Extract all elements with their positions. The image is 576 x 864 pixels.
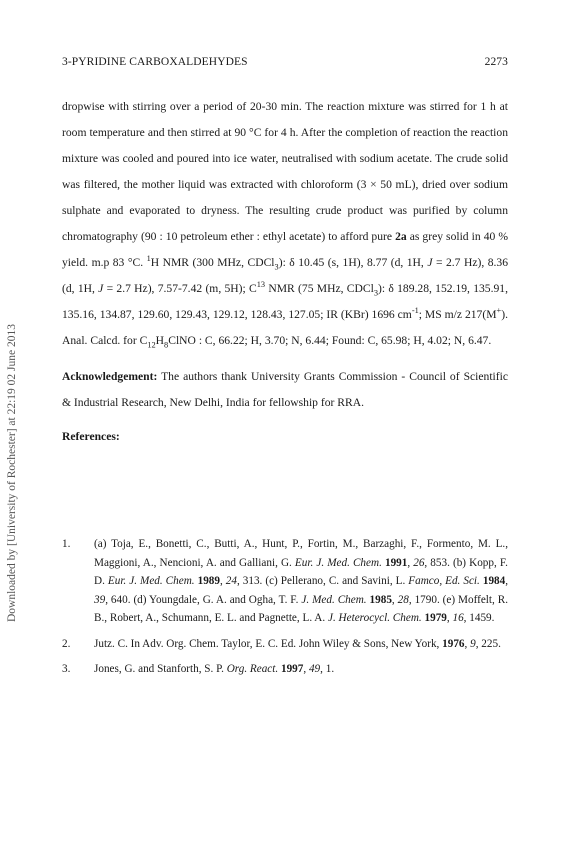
acknowledgement-label: Acknowledgement:: [62, 370, 158, 383]
reference-text: Jones, G. and Stanforth, S. P. Org. React. 1997, 49, 1.: [94, 663, 335, 675]
reference-number: 3.: [62, 663, 71, 675]
experimental-paragraph: dropwise with stirring over a period of 20-30 min. The reaction mixture was stirred for 1 h at room temperature and then stirred at 90 °C for 4 h. After the completion of reaction the reaction mixture was cooled and poured into ice water, neutralised with sodium acetate. The crude solid was filtered, the mother liquid was extracted with chloroform (3 × 50 mL), dried over sodium sulphate and evaporated to dryness. The resulting crude product was purified by column chromatography (90 : 10 petroleum ether : ethyl acetate) to afford pure 2a as grey solid in 40 % yield. m.p 83 °C. $^1$H NMR (300 MHz, CDCl$_3$): δ 10.45 (s, 1H), 8.77 (d, 1H, J = 2.7 Hz), 8.36 (d, 1H, J = 2.7 Hz), 7.57-7.42 (m, 5H); $C^{13}$ NMR (75 MHz, CDCl$_3$): δ 189.28, 152.19, 135.91, 135.16, 134.87, 129.60, 129.43, 129.12, 128.43, 127.05; IR (KBr) 1696 $cm^{-1}$; MS m/z 217(M+). Anal. Calcd. for $C_{12}H_8ClNO$ : C, 66.22; H, 3.70; N, 6.44; Found: C, 65.98; H, 4.02; N, 6.47.: [62, 100, 508, 350]
references-heading: References:: [62, 430, 120, 443]
acknowledgement-text: The authors thank University Grants Commission - Council of Scientific & Industrial Research, New Delhi, India for fellowship for RRA.: [62, 370, 508, 409]
running-head: 3-PYRIDINE CARBOXALDEHYDES: [62, 56, 248, 68]
reference-text: Jutz. C. In Adv. Org. Chem. Taylor, E. C. Ed. John Wiley & Sons, New York, 1976, 9, 225.: [94, 637, 501, 650]
acknowledgement: [62, 364, 508, 416]
reference-number: 2.: [62, 637, 71, 650]
reference-list: [62, 535, 508, 686]
reference-item: [62, 660, 508, 679]
body-text: [62, 94, 508, 450]
reference-text: (a) Toja, E., Bonetti, C., Butti, A., Hunt, P., Fortin, M., Barzaghi, F., Formento, M. L., Maggioni, A., Nencioni, A. and Galliani, G. Eur. J. Med. Chem. 1991, 26, 853. (b) Kopp, F. D. Eur. J. Med. Chem. 1989, 24, 313. (c) Pellerano, C. and Savini, L. Famco, Ed. Sci. 1984, 39, 640. (d) Youngdale, G. A. and Ogha, T. F. J. Med. Chem. 1985, 28, 1790. (e) Moffelt, R. B., Robert, A., Schumann, E. L. and Pagnette, L. A. J. Heterocycl. Chem. 1979, 16, 1459.: [94, 538, 509, 624]
download-notice: Downloaded by [University of Rochester] at 22:19 02 June 2013: [6, 324, 18, 622]
page-number: 2273: [484, 56, 508, 68]
compound-label: 2a: [395, 230, 407, 243]
reference-item: [62, 535, 508, 628]
reference-item: [62, 635, 508, 654]
reference-number: 1.: [62, 538, 71, 550]
